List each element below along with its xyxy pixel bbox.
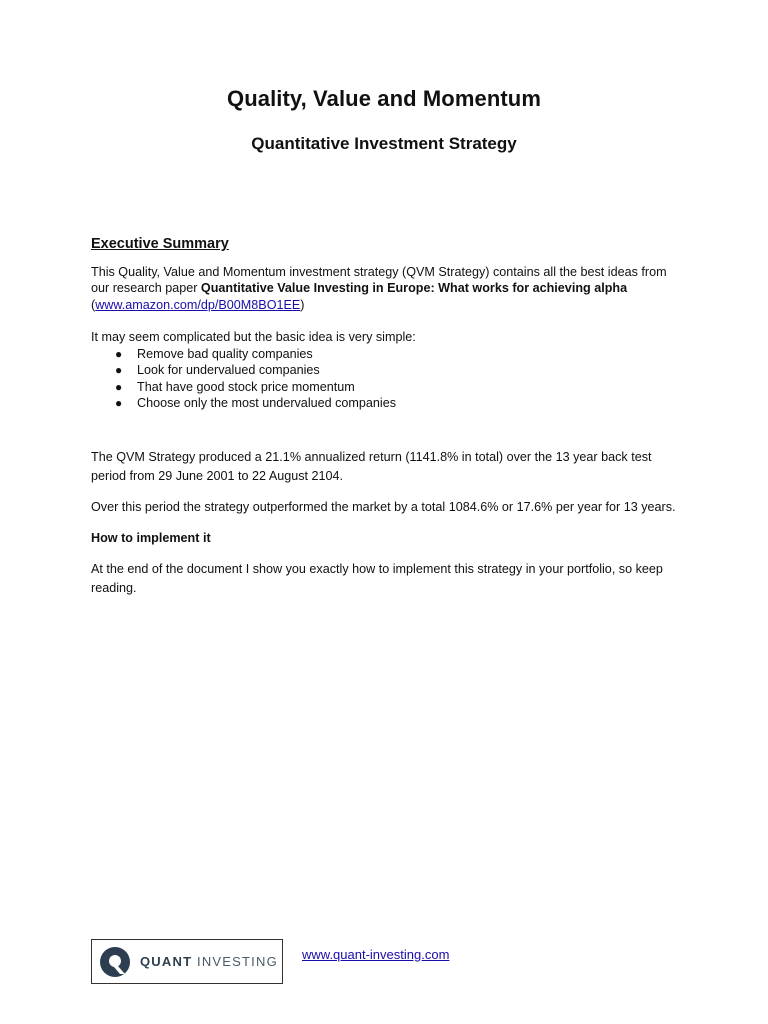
return-paragraph: The QVM Strategy produced a 21.1% annualized return (1141.8% in total) over the 13 year back test period from 29 June 2001 to 22 August 2104. <box>91 449 652 483</box>
bullet-text: Remove bad quality companies <box>137 346 313 361</box>
intro-link-close: ) <box>300 297 305 312</box>
intro-text: This Quality, Value and Momentum investment strategy (QVM Strategy) contains all the best ideas from our research paper <box>91 264 667 295</box>
implement-paragraph: At the end of the document I show you exactly how to implement this strategy in your portfolio, so keep reading. <box>91 561 663 595</box>
bullet-icon: ● <box>115 379 123 394</box>
strategy-bullet-list <box>91 346 681 412</box>
logo-wordmark: QUANT INVESTING <box>140 954 278 969</box>
bullet-icon: ● <box>115 363 123 377</box>
bullet-icon: ● <box>115 396 123 410</box>
bullet-icon: ● <box>115 346 123 361</box>
executive-summary-heading: Executive Summary <box>91 236 229 252</box>
intro-paragraph <box>91 264 681 314</box>
simple-idea-text: It may seem complicated but the basic idea is very simple: <box>91 330 416 344</box>
bullet-text: Choose only the most undervalued companies <box>137 396 397 410</box>
research-paper-title: Quantitative Value Investing in Europe: What works for achieving alpha <box>200 281 628 295</box>
logo-q-icon <box>98 945 132 979</box>
implement-heading: How to implement it <box>91 530 211 545</box>
list-item <box>115 346 681 363</box>
quant-investing-logo <box>91 939 283 984</box>
document-subtitle: Quantitative Investment Strategy <box>251 134 517 153</box>
list-item <box>115 379 681 396</box>
intro-link-open: ( <box>91 297 96 312</box>
list-item <box>115 362 681 379</box>
website-link[interactable]: www.quant-investing.com <box>302 947 450 962</box>
document-body <box>91 236 681 610</box>
amazon-link[interactable]: www.amazon.com/dp/B00M8BO1EE <box>95 297 301 312</box>
outperformance-paragraph: Over this period the strategy outperformed the market by a total 1084.6% or 17.6% per year for 13 years. <box>91 499 676 514</box>
bullet-text: Look for undervalued companies <box>137 363 320 377</box>
list-item <box>115 395 681 412</box>
bullet-text: That have good stock price momentum <box>137 379 355 394</box>
document-title: Quality, Value and Momentum <box>226 86 541 111</box>
